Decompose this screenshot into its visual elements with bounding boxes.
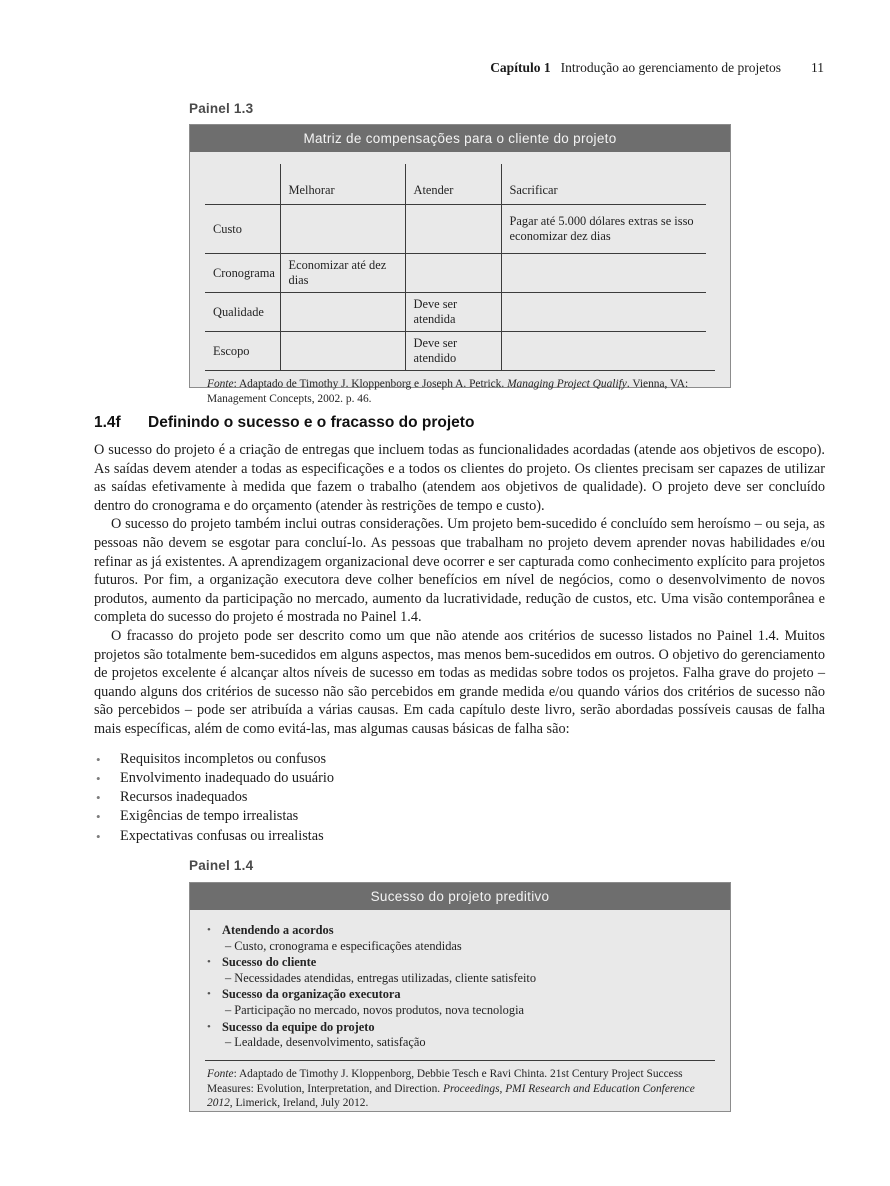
success-heading: Atendendo a acordos — [222, 923, 334, 937]
chapter-title: Introdução ao gerenciamento de projetos — [560, 60, 781, 75]
success-detail: – Necessidades atendidas, entregas utilizadas, cliente satisfeito — [225, 970, 537, 985]
bullet-icon: • — [207, 956, 211, 969]
column-header-sacrificar: Sacrificar — [501, 164, 706, 205]
success-item — [204, 923, 716, 954]
row-label: Qualidade — [205, 293, 280, 332]
bullet-icon: • — [96, 770, 101, 786]
source-title-italic: Proceedings, PMI Research and Education Conference 2012 — [207, 1082, 695, 1110]
page-number: 11 — [811, 60, 824, 75]
row-label: Escopo — [213, 343, 250, 358]
row-label: Cronograma — [205, 254, 280, 293]
cell: Pagar até 5.000 dólares extras se isso economizar dez dias — [501, 205, 706, 254]
table-row-cronograma — [205, 254, 706, 293]
bullet-icon: • — [96, 790, 101, 806]
list-item: • Envolvimento inadequado do usuário — [94, 769, 825, 788]
success-item — [204, 987, 716, 1018]
table-header-row — [205, 164, 706, 205]
source-text: : Adaptado de Timothy J. Kloppenborg e Joseph A. Petrick. — [233, 378, 508, 390]
panel-1-4-source — [205, 1060, 715, 1121]
source-text: : Adaptado de Timothy J. Kloppenborg, Debbie Tesch e Ravi Chinta. 21st Century Project Success Measures: Evolution, Interpretation, and Direction. — [207, 1067, 683, 1095]
section-heading — [94, 414, 825, 432]
bullet-icon: • — [96, 809, 101, 825]
cell — [501, 332, 706, 371]
bullet-icon: • — [96, 751, 101, 767]
list-item: • Exigências de tempo irrealistas — [94, 807, 825, 826]
bullet-icon: • — [207, 924, 211, 936]
success-heading: Sucesso do cliente — [222, 955, 317, 970]
bullet-icon: • — [207, 1020, 211, 1033]
cell — [501, 254, 706, 293]
section-1-4f — [94, 414, 825, 846]
table-row-qualidade — [205, 293, 706, 332]
panel-1-3-source — [205, 370, 715, 417]
section-number: 1.4f — [94, 414, 121, 431]
success-detail: – Participação no mercado, novos produtos, nova tecnologia — [225, 1002, 525, 1017]
panel-1-4-title: Sucesso do projeto preditivo — [190, 883, 730, 910]
row-label: Custo — [205, 205, 280, 254]
bullet-icon: • — [207, 988, 211, 1001]
paragraph: O sucesso do projeto é a criação de entregas que incluem todas as funcionalidades acordadas (atende aos objetivos de escopo). As saídas devem atender a todas as especificações e a todos os clientes do projeto. Os clientes precisam ser capazes de utilizar as saídas efetivamente à medida que fazem o trabalho (atendem aos objetivos de qualidade). O projeto deve ser concluído dentro do cronograma e do orçamento (atender às restrições de tempo e custo). — [94, 442, 825, 514]
cell — [280, 293, 405, 332]
bullet-icon: • — [96, 828, 101, 844]
success-heading: Sucesso da organização executora — [222, 987, 401, 1002]
cell — [280, 205, 405, 254]
source-text: , Limerick, Ireland, July 2012. — [229, 1097, 369, 1110]
source-label: Fonte — [207, 378, 234, 390]
cell — [405, 254, 501, 293]
cell: Deve ser atendida — [405, 293, 501, 332]
success-item — [204, 1020, 716, 1051]
panel-1-4 — [189, 882, 731, 1112]
cell: Deve ser atendido — [405, 332, 501, 371]
success-detail: – Custo, cronograma e especificações atendidas — [225, 938, 462, 953]
source-label: Fonte — [207, 1067, 234, 1080]
failure-causes-list — [94, 750, 825, 846]
success-heading: Sucesso da equipe do projeto — [222, 1019, 375, 1034]
panel-1-3 — [189, 124, 731, 405]
cell — [280, 332, 405, 371]
list-item: • Expectativas confusas ou irrealistas — [94, 827, 825, 846]
panel-1-3-title: Matriz de compensações para o cliente do projeto — [190, 125, 730, 152]
table-row-escopo — [205, 332, 706, 371]
cell: Economizar até dez dias — [280, 254, 405, 293]
column-header-atender: Atender — [405, 164, 501, 205]
running-head — [490, 60, 824, 76]
list-item: • Recursos inadequados — [94, 788, 825, 807]
table-row-custo — [205, 205, 706, 254]
chapter-label: Capítulo 1 — [490, 60, 551, 75]
success-item — [204, 955, 716, 986]
tradeoff-matrix-table — [205, 164, 706, 370]
panel-1-4-label: Painel 1.4 — [189, 858, 254, 873]
cell — [405, 205, 501, 254]
list-item: • Requisitos incompletos ou confusos — [94, 750, 825, 769]
column-header-blank — [205, 164, 280, 205]
success-measures-list — [190, 910, 730, 1060]
paragraph: O sucesso do projeto também inclui outras considerações. Um projeto bem-sucedido é concluído sem heroísmo – ou seja, as pessoas não devem se esgotar para concluí-lo. As pessoas que trabalham no projeto devem aprender novas habilidades e/ou refinar as já existentes. A aprendizagem organizacional deve ocorrer e ser capturada como conhecimento explícito para projetos futuros. Por fim, a organização executora deve colher benefícios em nível de negócios, como o desenvolvimento de novos produtos, aumento da participação no mercado, aumento da lucratividade, redução de custos, etc. Uma visão contemporânea e completa do sucesso do projeto é mostrada no Painel 1.4. — [94, 516, 825, 626]
panel-1-3-label: Painel 1.3 — [189, 101, 254, 116]
column-header-melhorar: Melhorar — [280, 164, 405, 205]
source-title-italic: Managing Project Qualify — [507, 378, 627, 390]
source-text: . Vienna, VA: Management Concepts, 2002. p. 46. — [207, 378, 689, 405]
paragraph: O fracasso do projeto pode ser descrito como um que não atende aos critérios de sucesso listados no Painel 1.4. Muitos projetos são totalmente bem-sucedidos em alguns aspectos, mas menos bem-sucedidos em outros. O objetivo do gerenciamento de projetos excelente é alcançar altos níveis de sucesso em todas as medidas sobre todos os projetos. Falha grave do projeto – quando alguns dos critérios de sucesso não são percebidos em grande medida e/ou quando vários dos critérios de sucesso não são percebidos – pode ser atribuída a várias causas. Em cada capítulo deste livro, serão abordadas possíveis causas de falha mais específicas, além de como evitá-las, mas algumas causas básicas de falha são: — [94, 627, 825, 737]
section-title: Definindo o sucesso e o fracasso do projeto — [148, 414, 475, 431]
cell — [501, 293, 706, 332]
success-detail: – Lealdade, desenvolvimento, satisfação — [225, 1035, 426, 1050]
